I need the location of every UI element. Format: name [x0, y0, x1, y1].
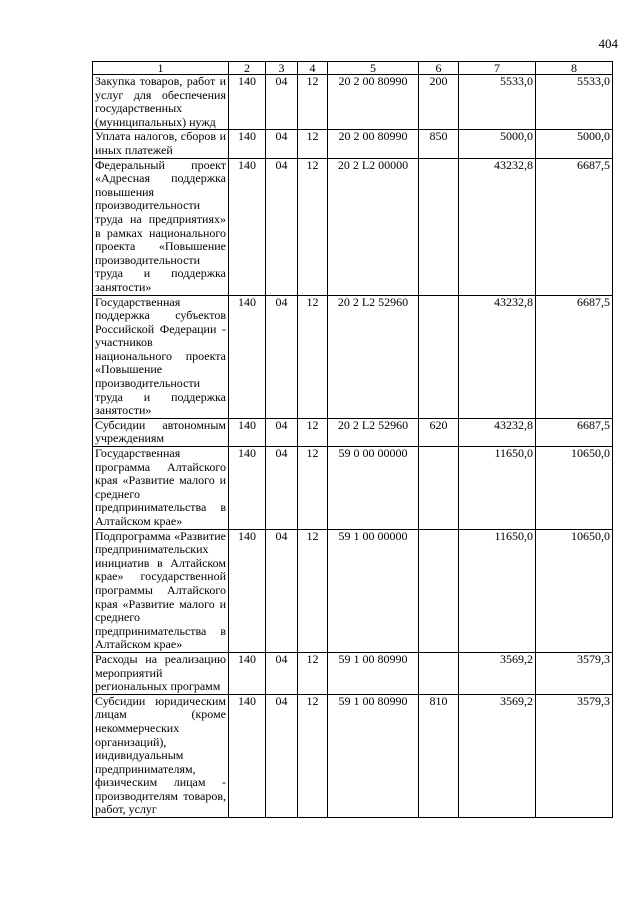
cell-amount-year2: 10650,0 — [536, 447, 613, 530]
header-col-1: 1 — [93, 62, 229, 75]
cell-amount-year1: 43232,8 — [459, 418, 536, 446]
cell-amount-year1: 11650,0 — [459, 529, 536, 652]
cell-ministry: 140 — [229, 652, 266, 694]
header-col-2: 2 — [229, 62, 266, 75]
cell-target-code: 20 2 00 80990 — [328, 130, 419, 158]
cell-amount-year1: 43232,8 — [459, 158, 536, 295]
cell-section: 04 — [266, 447, 298, 530]
cell-name: Субсидии юридическим лицам (кроме некоммерческих организаций), индивидуальным предпринимателям, физическим лицам - производителям товаров, работ, услуг — [93, 694, 229, 817]
cell-target-code: 59 1 00 80990 — [328, 694, 419, 817]
cell-subsection: 12 — [298, 130, 328, 158]
cell-subsection: 12 — [298, 652, 328, 694]
cell-target-code: 20 2 00 80990 — [328, 75, 419, 130]
cell-amount-year2: 6687,5 — [536, 295, 613, 418]
cell-ministry: 140 — [229, 130, 266, 158]
cell-expense-type — [419, 295, 459, 418]
table-row — [93, 652, 613, 694]
cell-subsection: 12 — [298, 418, 328, 446]
cell-expense-type — [419, 529, 459, 652]
cell-section: 04 — [266, 158, 298, 295]
cell-ministry: 140 — [229, 75, 266, 130]
cell-subsection: 12 — [298, 694, 328, 817]
cell-ministry: 140 — [229, 529, 266, 652]
cell-expense-type: 810 — [419, 694, 459, 817]
cell-name: Расходы на реализацию мероприятий региональных программ — [93, 652, 229, 694]
cell-name: Субсидии автономным учреждениям — [93, 418, 229, 446]
header-col-7: 7 — [459, 62, 536, 75]
cell-name: Государственная программа Алтайского края «Развитие малого и среднего предпринимательства в Алтайском крае» — [93, 447, 229, 530]
cell-amount-year1: 43232,8 — [459, 295, 536, 418]
cell-ministry: 140 — [229, 447, 266, 530]
cell-target-code: 59 1 00 80990 — [328, 652, 419, 694]
cell-expense-type — [419, 447, 459, 530]
table-row — [93, 529, 613, 652]
cell-ministry: 140 — [229, 418, 266, 446]
cell-amount-year2: 10650,0 — [536, 529, 613, 652]
cell-subsection: 12 — [298, 295, 328, 418]
cell-ministry: 140 — [229, 295, 266, 418]
cell-amount-year1: 3569,2 — [459, 694, 536, 817]
cell-target-code: 59 1 00 00000 — [328, 529, 419, 652]
table-row — [93, 694, 613, 817]
cell-amount-year1: 11650,0 — [459, 447, 536, 530]
cell-name: Государственная поддержка субъектов Российской Федерации - участников национального проекта «Повышение производительности труда и поддержка занятости» — [93, 295, 229, 418]
cell-target-code: 20 2 L2 52960 — [328, 418, 419, 446]
cell-ministry: 140 — [229, 158, 266, 295]
header-col-6: 6 — [419, 62, 459, 75]
cell-section: 04 — [266, 694, 298, 817]
cell-amount-year2: 3579,3 — [536, 694, 613, 817]
header-col-3: 3 — [266, 62, 298, 75]
cell-amount-year2: 3579,3 — [536, 652, 613, 694]
cell-target-code: 20 2 L2 52960 — [328, 295, 419, 418]
cell-expense-type: 620 — [419, 418, 459, 446]
table-row — [93, 418, 613, 446]
table-row — [93, 130, 613, 158]
cell-subsection: 12 — [298, 529, 328, 652]
cell-amount-year2: 6687,5 — [536, 158, 613, 295]
cell-subsection: 12 — [298, 75, 328, 130]
header-col-5: 5 — [328, 62, 419, 75]
table-row — [93, 447, 613, 530]
cell-amount-year1: 5533,0 — [459, 75, 536, 130]
table-header-row — [93, 62, 613, 75]
header-col-8: 8 — [536, 62, 613, 75]
cell-amount-year2: 6687,5 — [536, 418, 613, 446]
cell-expense-type — [419, 652, 459, 694]
cell-subsection: 12 — [298, 158, 328, 295]
cell-target-code: 20 2 L2 00000 — [328, 158, 419, 295]
table-row — [93, 158, 613, 295]
cell-amount-year2: 5000,0 — [536, 130, 613, 158]
cell-subsection: 12 — [298, 447, 328, 530]
cell-name: Федеральный проект «Адресная поддержка повышения производительности труда на предприятиях» в рамках национального проекта «Повышение производительности труда и поддержка занятости» — [93, 158, 229, 295]
cell-section: 04 — [266, 130, 298, 158]
page-number: 404 — [598, 36, 618, 51]
cell-section: 04 — [266, 75, 298, 130]
table-row — [93, 295, 613, 418]
cell-name: Подпрограмма «Развитие предпринимательских инициатив в Алтайском крае» государственной программы Алтайского края «Развитие малого и среднего предпринимательства в Алтайском крае» — [93, 529, 229, 652]
cell-section: 04 — [266, 529, 298, 652]
header-col-4: 4 — [298, 62, 328, 75]
cell-expense-type: 850 — [419, 130, 459, 158]
cell-amount-year2: 5533,0 — [536, 75, 613, 130]
cell-section: 04 — [266, 652, 298, 694]
cell-amount-year1: 5000,0 — [459, 130, 536, 158]
cell-ministry: 140 — [229, 694, 266, 817]
cell-expense-type: 200 — [419, 75, 459, 130]
cell-name: Уплата налогов, сборов и иных платежей — [93, 130, 229, 158]
cell-expense-type — [419, 158, 459, 295]
cell-section: 04 — [266, 418, 298, 446]
budget-table — [92, 61, 613, 818]
cell-name: Закупка товаров, работ и услуг для обеспечения государственных (муниципальных) нужд — [93, 75, 229, 130]
cell-target-code: 59 0 00 00000 — [328, 447, 419, 530]
cell-section: 04 — [266, 295, 298, 418]
cell-amount-year1: 3569,2 — [459, 652, 536, 694]
table-row — [93, 75, 613, 130]
